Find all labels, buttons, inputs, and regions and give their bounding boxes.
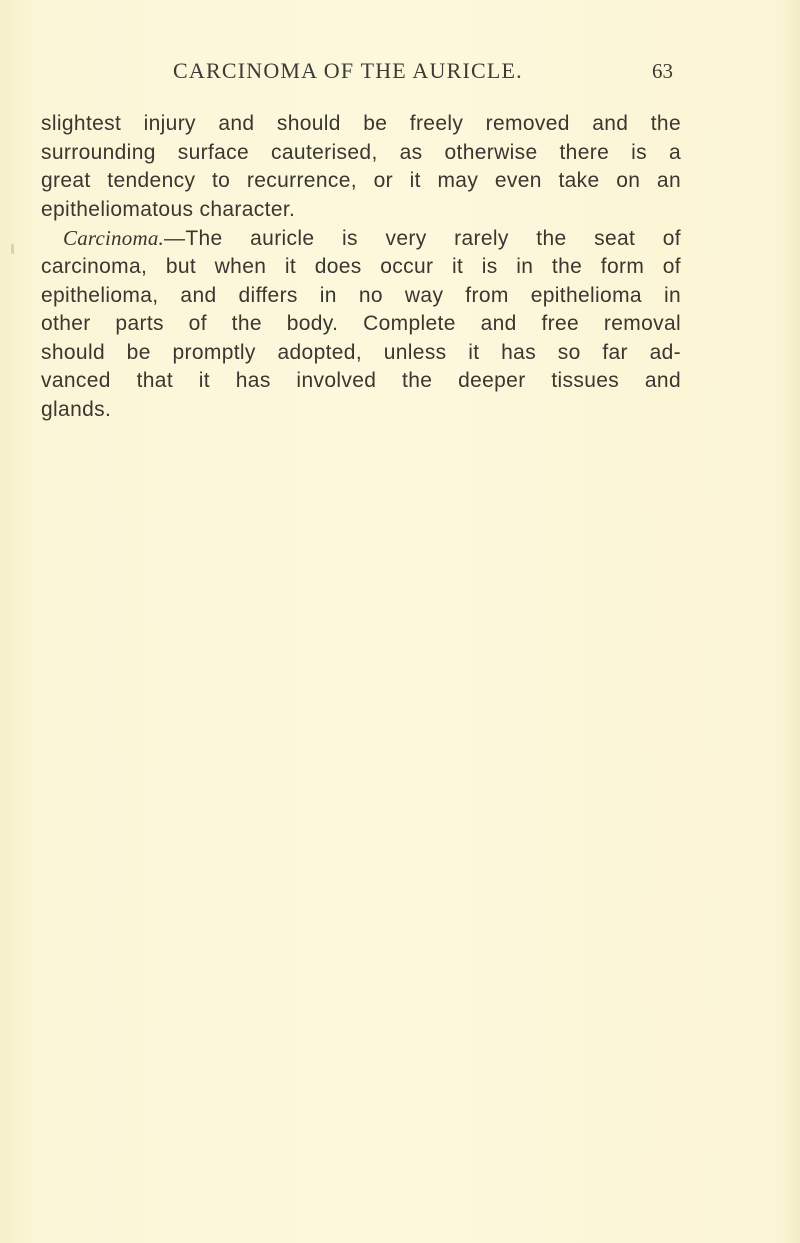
margin-mark — [11, 244, 14, 254]
text-line: carcinoma, but when it does occur it is in the form of — [41, 254, 681, 278]
running-head — [0, 58, 800, 88]
text-line: other parts of the body. Complete and free removal — [41, 312, 681, 336]
text-line: great tendency to recurrence, or it may even take on an — [41, 169, 681, 193]
text-line: surrounding surface cauterised, as otherwise there is a — [41, 140, 681, 164]
text-line: glands. — [41, 397, 112, 421]
body-text — [41, 110, 681, 425]
text-line: vanced that it has involved the deeper tissues and — [41, 369, 681, 393]
text-fragment: —The auricle is very rarely the seat of — [163, 227, 681, 251]
section-term: Carcinoma. — [63, 226, 164, 251]
text-line: should be promptly adopted, unless it has so far ad- — [41, 340, 681, 364]
page-number: 63 — [652, 59, 673, 83]
page-header-title: CARCINOMA OF THE AURICLE. — [173, 58, 523, 83]
paragraph-continuation — [41, 110, 681, 224]
text-line: slightest injury and should be freely removed and the — [41, 112, 681, 135]
text-line: epithelioma, and differs in no way from epithelioma in — [41, 283, 681, 307]
text-line: epitheliomatous character. — [41, 197, 296, 221]
text-line — [41, 224, 681, 253]
paragraph-carcinoma — [41, 224, 681, 424]
